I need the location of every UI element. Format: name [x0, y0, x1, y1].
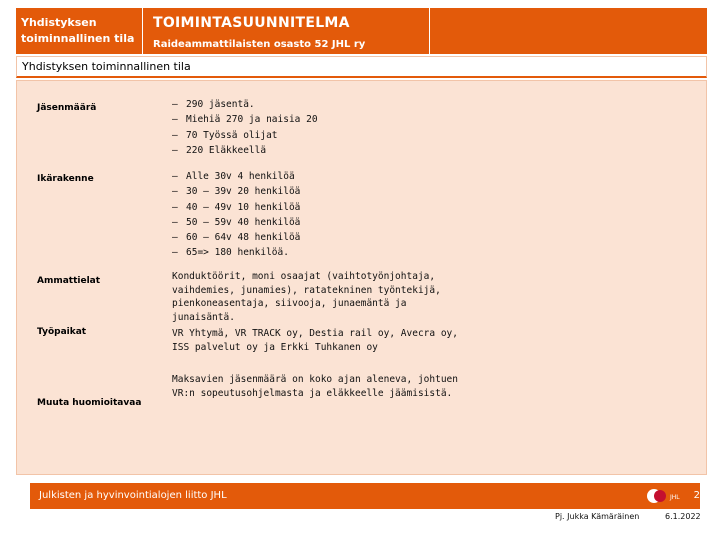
section-title: Yhdistyksen toiminnallinen tila: [22, 60, 191, 73]
page-number: 2: [693, 490, 700, 501]
header-right-box: [430, 8, 707, 54]
professions-text: Konduktöörit, moni osaajat (vaihtotyönjohtaja, vaihdemies, junamies), ratatekninen työntekijä, pienkoneasentaja, siivooja, junaemäntä ja junaisäntä.: [172, 271, 441, 323]
list-item: – 60 – 64v 48 henkilöä: [172, 230, 300, 245]
age-label: Ikärakenne: [37, 174, 94, 184]
header-main-box: [143, 8, 429, 54]
section-title-bar: [16, 56, 707, 78]
jhl-logo-icon: [646, 488, 686, 504]
list-item: – 50 – 59v 40 henkilöä: [172, 215, 300, 230]
age-list: [172, 169, 300, 261]
page-title: TOIMINTASUUNNITELMA: [153, 15, 350, 31]
list-item: – 290 jäsentä.: [172, 97, 318, 112]
list-item: – 220 Eläkkeellä: [172, 143, 318, 158]
footer-bar: [30, 483, 700, 509]
list-item: – 65=> 180 henkilöä.: [172, 245, 300, 260]
footer-org: Julkisten ja hyvinvointialojen liitto JHL: [39, 490, 227, 501]
page-subtitle: Raideammattilaisten osasto 52 JHL ry: [153, 39, 366, 50]
notes-label: Muuta huomioitavaa: [37, 398, 142, 408]
header-left-box: [16, 8, 142, 54]
list-item: – 70 Työssä olijat: [172, 128, 318, 143]
list-item: – 40 – 49v 10 henkilöä: [172, 200, 300, 215]
workplaces-label: Työpaikat: [37, 327, 87, 337]
members-list: [172, 97, 318, 158]
list-item: – Alle 30v 4 henkilöä: [172, 169, 300, 184]
list-item: – Miehiä 270 ja naisia 20: [172, 112, 318, 127]
footer-signature: Pj. Jukka Kämäräinen: [555, 512, 640, 521]
content-panel: [16, 80, 707, 475]
footer-date: 6.1.2022: [665, 512, 701, 521]
list-item: – 30 – 39v 20 henkilöä: [172, 184, 300, 199]
notes-text: Maksavien jäsenmäärä on koko ajan aleneva, johtuen VR:n sopeutusohjelmasta ja eläkkeelle jäämisistä.: [172, 374, 458, 399]
members-label: Jäsenmäärä: [37, 103, 97, 113]
workplaces-text: VR Yhtymä, VR TRACK oy, Destia rail oy, Avecra oy, ISS palvelut oy ja Erkki Tuhkanen oy: [172, 328, 458, 353]
svg-text:JHL: JHL: [670, 494, 680, 501]
header-left-title: Yhdistyksen toiminnallinen tila: [21, 16, 135, 45]
professions-label: Ammattielat: [37, 276, 101, 286]
